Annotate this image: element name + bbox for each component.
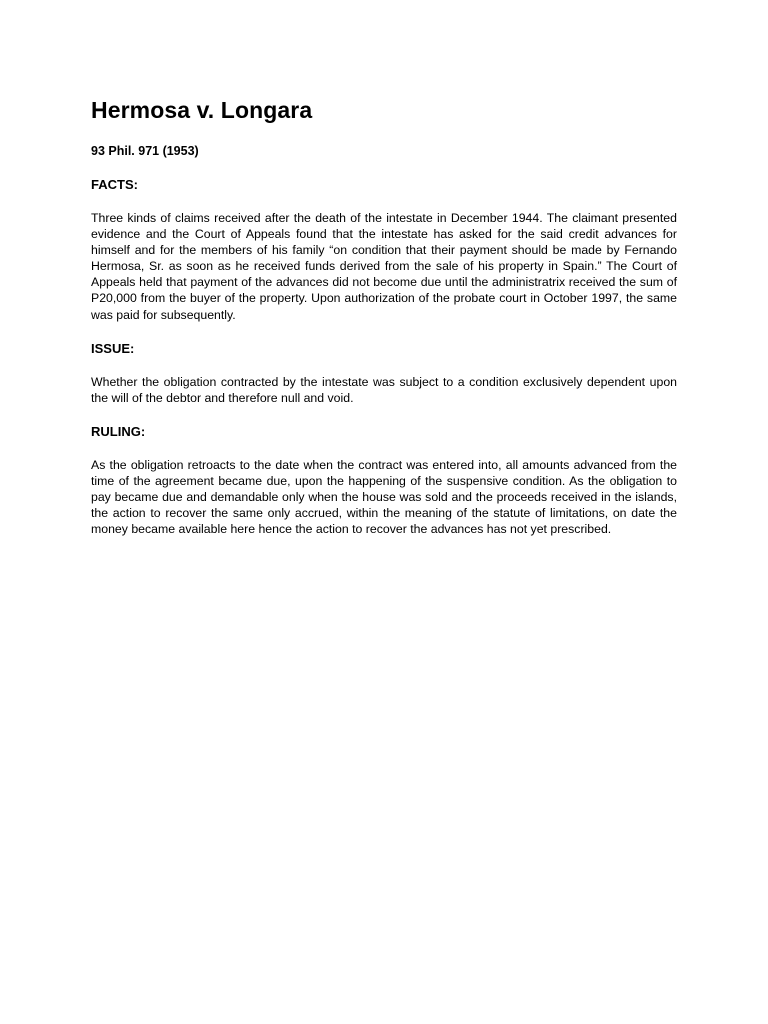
case-citation: 93 Phil. 971 (1953) [91,144,199,158]
ruling-body: As the obligation retroacts to the date when the contract was entered into, all amounts advanced from the time of the agreement became due, upon the happening of the suspensive condition. As the obligation to pay became due and demandable only when the house was sold and the proceeds received in the islands, the action to recover the same only accrued, within the meaning of the statute of limitations, on date the money became available here hence the action to recover the advances has not yet prescribed. [91,457,677,537]
ruling-heading: RULING: [91,423,146,439]
facts-body: Three kinds of claims received after the death of the intestate in December 1944. The claimant presented evidence and the Court of Appeals found that the intestate has asked for the said credit advances for himself and for the members of his family “on condition that their payment should be made by Fernando Hermosa, Sr. as soon as he received funds derived from the sale of his property in Spain.” The Court of Appeals held that payment of the advances did not become due until the administratrix received the sum of P20,000 from the buyer of the property. Upon authorization of the probate court in October 1997, the same was paid for subsequently. [91,211,677,322]
document-title: Hermosa v. Longara [91,97,313,123]
facts-heading: FACTS: [91,177,138,192]
issue-heading: ISSUE: [91,340,135,356]
issue-body: Whether the obligation contracted by the intestate was subject to a condition exclusively dependent upon the will of the debtor and therefore null and void. [91,374,677,405]
